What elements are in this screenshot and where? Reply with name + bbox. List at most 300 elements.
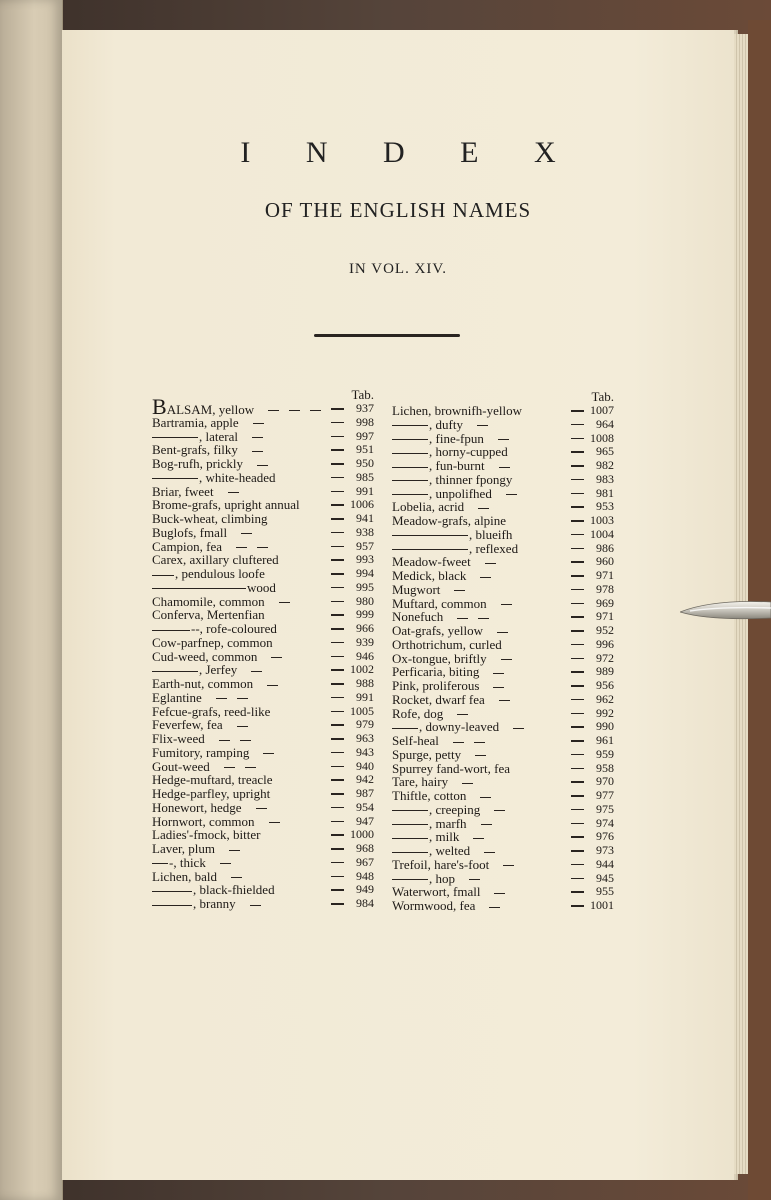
leader-dash <box>571 644 584 646</box>
leader-dash <box>228 492 239 493</box>
index-entry <box>152 430 374 444</box>
leader-space <box>255 815 325 829</box>
entry-text: Fumitory, ramping <box>152 744 250 760</box>
leader-dash <box>571 836 584 838</box>
entry-name <box>152 457 243 471</box>
entry-name <box>152 760 210 774</box>
index-title: I N D E X <box>240 136 580 169</box>
index-entry <box>392 817 614 831</box>
index-entry <box>392 899 614 913</box>
plate-number: 1003 <box>590 513 614 527</box>
ditto-rule <box>392 838 428 839</box>
leader-dash <box>501 604 512 605</box>
leader-dash <box>279 602 290 603</box>
entry-text: , welted <box>429 843 471 858</box>
leader-dash <box>571 658 584 660</box>
index-entry <box>392 487 614 501</box>
index-entry <box>392 432 614 446</box>
entry-name <box>152 691 202 705</box>
entry-text: , reflexed <box>469 540 519 556</box>
entry-text: Ox-tongue, briftly <box>392 650 487 666</box>
plate-number: 943 <box>356 744 374 759</box>
entry-name <box>152 443 238 457</box>
leader-dash <box>571 424 584 426</box>
entry-text: Eglantine <box>152 689 202 705</box>
leader-dash <box>331 903 344 905</box>
leader-dash <box>571 685 584 687</box>
index-entry <box>392 830 614 844</box>
leader-dash <box>331 683 344 685</box>
leader-space <box>265 595 325 609</box>
plate-number: 985 <box>356 469 374 484</box>
entry-text: --, rofe-coloured <box>191 621 277 636</box>
plate-number: 966 <box>356 621 374 635</box>
index-entry <box>152 457 374 471</box>
entry-name <box>152 540 222 554</box>
index-entry <box>392 500 614 514</box>
leader-dash <box>331 656 344 658</box>
leader-dash <box>331 821 344 823</box>
leader-space <box>455 872 565 886</box>
entry-name <box>392 789 466 803</box>
entry-text: Wormwood, fea <box>392 898 476 913</box>
plate-number: 948 <box>356 868 374 883</box>
leader-space <box>475 899 565 913</box>
entry-name <box>152 705 270 719</box>
plate-number: 1005 <box>350 703 374 718</box>
plate-number: 1000 <box>350 827 374 842</box>
plate-number: 975 <box>596 801 614 816</box>
entry-text: Conferva, Mertenfian <box>152 607 265 623</box>
index-entry <box>152 801 374 815</box>
index-entry <box>392 624 614 638</box>
entry-name <box>392 542 518 556</box>
entry-text: Rofe, dog <box>392 705 444 721</box>
index-entry <box>392 583 614 597</box>
entry-text: , lateral <box>199 428 238 444</box>
plate-number: 971 <box>596 568 614 582</box>
index-entry <box>152 691 374 705</box>
plate-number: 971 <box>596 609 614 624</box>
leader-dash <box>289 410 300 411</box>
plate-number: 945 <box>596 870 614 885</box>
leader-dash <box>310 410 321 411</box>
leader-dash <box>571 493 584 495</box>
leader-dash <box>457 714 468 715</box>
leader-space <box>205 732 325 746</box>
entry-name <box>392 817 467 831</box>
leader-dash <box>331 463 344 465</box>
leader-dash <box>331 559 344 561</box>
leader-dash <box>489 907 500 908</box>
index-entry <box>392 459 614 473</box>
leader-dash <box>571 506 584 508</box>
ditto-rule <box>152 575 174 576</box>
leader-dash <box>571 891 584 893</box>
ditto-rule <box>152 671 198 672</box>
index-entry <box>152 746 374 760</box>
plate-number: 937 <box>356 401 374 415</box>
leader-space <box>239 416 325 430</box>
entry-name <box>392 638 502 652</box>
plate-number: 965 <box>596 444 614 459</box>
plate-number: 952 <box>596 623 614 637</box>
plate-number: 944 <box>596 856 614 871</box>
leader-space <box>242 801 325 815</box>
leader-space <box>440 583 565 597</box>
leader-dash <box>513 728 524 729</box>
entry-text: Cow-parfnep, common <box>152 634 273 650</box>
entry-name <box>392 445 508 459</box>
leader-space <box>485 693 565 707</box>
plate-number: 976 <box>596 829 614 844</box>
leader-dash <box>571 465 584 467</box>
entry-text: Brome-grafs, upright annual <box>152 497 300 513</box>
leader-dash <box>331 793 344 795</box>
ditto-rule <box>392 467 428 468</box>
entry-name <box>392 762 510 776</box>
entry-name <box>392 803 480 817</box>
entry-name <box>392 583 440 597</box>
leader-dash <box>571 699 584 701</box>
entry-text: Campion, fea <box>152 538 223 554</box>
entry-name <box>392 734 439 748</box>
entry-name <box>392 624 483 638</box>
leader-dash <box>453 742 464 743</box>
leader-dash <box>241 533 252 534</box>
leader-space <box>483 624 565 638</box>
leader-dash <box>331 573 344 575</box>
index-entry <box>152 622 374 636</box>
leader-dash <box>571 809 584 811</box>
plate-number: 960 <box>596 554 614 569</box>
leader-dash <box>501 659 512 660</box>
leader-dash <box>331 408 344 410</box>
leader-dash <box>331 669 344 671</box>
leader-dash <box>252 437 263 438</box>
leader-space <box>485 459 565 473</box>
entry-text: , thinner fpongy <box>429 471 513 487</box>
entry-text: , fine-fpun <box>429 430 484 446</box>
plate-number: 987 <box>356 786 374 800</box>
leader-space <box>466 569 565 583</box>
plate-number: 995 <box>356 579 374 594</box>
leader-dash <box>331 449 344 451</box>
plate-number: 957 <box>356 538 374 553</box>
index-subtitle: OF THE ENGLISH NAMES <box>264 198 532 222</box>
leader-dash <box>252 451 263 452</box>
entry-name <box>392 404 522 418</box>
entry-text: Laver, plum <box>152 841 216 856</box>
index-entry <box>152 608 374 622</box>
ditto-rule <box>152 863 168 864</box>
entry-name <box>392 679 479 693</box>
leader-dash <box>331 587 344 589</box>
ditto-rule <box>392 535 468 536</box>
ditto-rule <box>152 437 198 438</box>
leader-space <box>484 432 565 446</box>
entry-name <box>392 528 512 542</box>
index-entry <box>392 872 614 886</box>
leader-dash <box>331 724 344 726</box>
leader-dash <box>571 410 584 412</box>
ditto-rule <box>152 630 190 631</box>
plate-number: 982 <box>596 458 614 472</box>
leader-space <box>487 652 565 666</box>
leader-dash <box>493 673 504 674</box>
leader-space <box>479 679 565 693</box>
plate-number: 988 <box>356 676 374 690</box>
index-entry <box>152 581 374 595</box>
leader-dash <box>571 630 584 632</box>
leader-space <box>487 597 565 611</box>
leader-space <box>471 555 565 569</box>
leader-dash <box>480 797 491 798</box>
entry-name <box>392 748 461 762</box>
plate-number: 955 <box>596 884 614 899</box>
index-entry <box>392 858 614 872</box>
plate-number: 998 <box>356 414 374 429</box>
leader-dash <box>268 410 279 411</box>
leader-dash <box>469 879 480 880</box>
entry-name <box>152 828 260 842</box>
leader-space <box>492 487 565 501</box>
plate-number: 994 <box>356 566 374 580</box>
plate-number: 997 <box>356 428 374 443</box>
plate-number: 950 <box>356 456 374 470</box>
plate-number: 938 <box>356 524 374 539</box>
entry-text: Hedge-parfley, upright <box>152 786 271 801</box>
entry-text: Bent-grafs, filky <box>152 442 238 458</box>
leader-dash <box>571 603 584 605</box>
leader-space <box>206 856 325 870</box>
leader-space <box>467 817 565 831</box>
index-entry <box>152 663 374 677</box>
leader-dash <box>331 848 344 850</box>
plate-number: 981 <box>596 485 614 500</box>
leader-dash <box>331 711 344 713</box>
index-entry <box>152 883 374 897</box>
plate-number: 1007 <box>590 403 614 417</box>
index-entry <box>152 526 374 540</box>
ditto-rule <box>392 824 428 825</box>
leader-dash <box>331 504 344 506</box>
leader-dash <box>253 423 264 424</box>
leader-dash <box>331 779 344 781</box>
index-entry <box>392 638 614 652</box>
plate-number: 956 <box>596 678 614 692</box>
entry-name <box>152 581 276 595</box>
index-entry <box>152 760 374 774</box>
leader-dash <box>331 491 344 493</box>
index-entry <box>392 693 614 707</box>
index-entry <box>392 542 614 556</box>
index-entry <box>392 514 614 528</box>
leader-space <box>249 746 325 760</box>
entry-name <box>152 567 265 581</box>
index-entry <box>152 553 374 567</box>
entry-name <box>392 432 484 446</box>
index-entry <box>152 485 374 499</box>
index-entry <box>152 705 374 719</box>
entry-name <box>392 707 443 721</box>
leader-dash <box>477 425 488 426</box>
leader-dash <box>257 547 268 548</box>
entry-name <box>152 622 277 636</box>
plate-number: 942 <box>356 772 374 787</box>
index-entry <box>152 471 374 485</box>
index-entry <box>392 789 614 803</box>
leader-dash <box>269 822 280 823</box>
index-entry <box>152 773 374 787</box>
leader-dash <box>271 657 282 658</box>
ditto-rule <box>392 879 428 880</box>
leader-dash <box>331 518 344 520</box>
plate-number: 974 <box>596 815 614 830</box>
leader-dash <box>331 601 344 603</box>
leader-dash <box>231 877 242 878</box>
leader-dash <box>571 616 584 618</box>
entry-name <box>152 801 242 815</box>
tab-header: Tab. <box>591 389 614 404</box>
index-entry <box>152 842 374 856</box>
drop-capital: B <box>152 393 167 419</box>
entry-text: , pendulous loofe <box>175 566 265 581</box>
entry-name <box>152 815 255 829</box>
entry-text: Buglofs, fmall <box>152 524 228 540</box>
entry-text: Oat-grafs, yellow <box>392 623 483 638</box>
entry-name <box>152 883 275 897</box>
entry-text: , blueifh <box>469 526 513 542</box>
entry-text: Ladies'-fmock, bitter <box>152 827 261 843</box>
index-column-left <box>152 388 374 911</box>
entry-text: Flix-weed <box>152 731 205 746</box>
leader-space <box>223 718 325 732</box>
entry-name <box>392 514 506 528</box>
entry-text: Meadow-grafs, alpine <box>392 513 507 528</box>
entry-text: Lichen, brownifh-yellow <box>392 403 522 418</box>
entry-name <box>152 498 300 512</box>
leader-dash <box>219 740 230 741</box>
leader-dash <box>257 465 268 466</box>
index-entry <box>152 595 374 609</box>
index-entry <box>392 885 614 899</box>
plate-number: 990 <box>596 719 614 734</box>
index-entry <box>152 897 374 911</box>
index-entry <box>152 677 374 691</box>
ditto-rule <box>392 425 428 426</box>
entry-text: Mugwort <box>392 581 441 597</box>
leader-dash <box>571 534 584 536</box>
ditto-rule <box>392 852 428 853</box>
index-entry <box>152 718 374 732</box>
leader-space <box>238 443 325 457</box>
index-entry <box>152 732 374 746</box>
leader-dash <box>331 614 344 616</box>
entry-name <box>392 418 463 432</box>
leader-dash <box>331 834 344 836</box>
leader-dash <box>331 862 344 864</box>
entry-text: , downy-leaved <box>419 719 500 735</box>
plate-number: 958 <box>596 760 614 775</box>
leader-space <box>448 775 565 789</box>
pin-icon <box>680 598 771 624</box>
leader-dash <box>571 768 584 770</box>
entry-text: , milk <box>429 829 460 845</box>
plate-number: 1002 <box>350 662 374 677</box>
index-entry <box>152 856 374 870</box>
leader-dash <box>331 766 344 768</box>
ditto-rule <box>152 588 246 589</box>
entry-text: , dufty <box>429 416 463 432</box>
leader-dash <box>251 671 262 672</box>
leader-dash <box>331 752 344 754</box>
leader-dash <box>267 685 278 686</box>
entry-name <box>152 608 265 622</box>
leader-dash <box>331 477 344 479</box>
plate-number: 989 <box>596 664 614 679</box>
entry-name <box>152 663 237 677</box>
entry-name <box>392 652 487 666</box>
leader-space <box>479 665 565 679</box>
leader-dash <box>263 753 274 754</box>
plate-number: 954 <box>356 799 374 814</box>
entry-text: Orthotrichum, curled <box>392 636 502 652</box>
plate-number: 977 <box>596 788 614 802</box>
entry-name <box>152 636 273 650</box>
leader-dash <box>478 618 489 619</box>
plate-number: 1006 <box>350 497 374 512</box>
leader-space <box>439 734 565 748</box>
entry-name <box>152 595 265 609</box>
plate-number: 951 <box>356 442 374 457</box>
entry-name <box>392 693 485 707</box>
plate-number: 969 <box>596 595 614 610</box>
entry-text: Lobelia, acrid <box>392 499 465 515</box>
entry-text: , fun-burnt <box>429 458 485 473</box>
entry-name <box>392 830 459 844</box>
index-entry <box>392 748 614 762</box>
plate-number: 972 <box>596 650 614 665</box>
leader-dash <box>571 823 584 825</box>
entry-name <box>152 677 253 691</box>
entry-name <box>152 485 214 499</box>
entry-text: , white-headed <box>199 469 276 485</box>
leader-dash <box>498 439 509 440</box>
entry-text: Nonefuch <box>392 609 444 625</box>
entry-name <box>392 500 464 514</box>
leader-dash <box>571 479 584 481</box>
plate-number: 953 <box>596 499 614 514</box>
index-entry <box>392 404 614 418</box>
entry-name <box>152 553 279 567</box>
plate-number: 991 <box>356 689 374 704</box>
entry-text: , unpolifhed <box>429 485 492 501</box>
plate-number: 963 <box>356 731 374 745</box>
index-entry <box>392 734 614 748</box>
index-entry <box>152 828 374 842</box>
leader-dash <box>571 520 584 522</box>
ditto-rule <box>392 810 428 811</box>
leader-dash <box>503 865 514 866</box>
entry-name <box>392 858 489 872</box>
leader-dash <box>475 755 486 756</box>
index-entry <box>152 815 374 829</box>
leader-dash <box>571 864 584 866</box>
leader-dash <box>571 561 584 563</box>
leader-space <box>480 803 565 817</box>
leader-space <box>463 418 565 432</box>
